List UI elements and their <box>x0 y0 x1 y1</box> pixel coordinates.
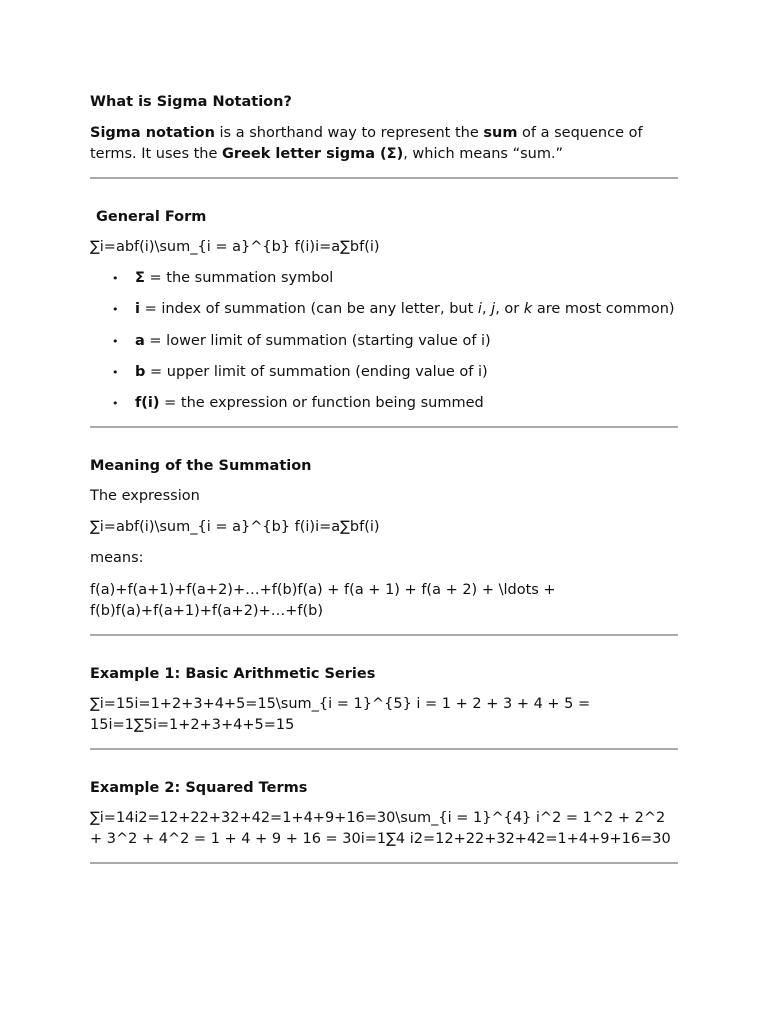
bullet-term: i <box>135 301 140 317</box>
bullet-text: = upper limit of summation (ending value of i) <box>145 364 488 380</box>
meaning-means-text: means: <box>90 550 144 566</box>
example-2-formula: ∑i=14i2=12+22+32+42=1+4+9+16=30\sum_{i = 1}^{4} i^2 = 1^2 + 2^2 + 3^2 + 4^2 = 1 + 4 + 9 + 16 = 30i=1∑4 i2=12+22+32+42=1+4+9+16=30 <box>90 810 671 847</box>
bullet-term: Σ <box>135 270 145 286</box>
bullet-var-j: j <box>491 301 496 317</box>
intro-paragraph <box>90 123 678 165</box>
intro-term-greek-sigma: Greek letter sigma (Σ) <box>222 146 404 162</box>
bullet-dot-icon: • <box>112 397 119 410</box>
divider-3 <box>90 634 678 636</box>
bullet-term: f(i) <box>135 395 160 411</box>
divider-2 <box>90 426 678 428</box>
bullet-text: = index of summation (can be any letter, but <box>139 301 478 317</box>
bullet-term: a <box>135 333 145 349</box>
bullet-dot-icon: • <box>112 335 119 348</box>
intro-text-3: , which means “sum.” <box>403 146 564 162</box>
meaning-expansion: f(a)+f(a+1)+f(a+2)+…+f(b)f(a) + f(a + 1) + f(a + 2) + \ldots + f(b)f(a)+f(a+1)+f(a+2)+…+f(b) <box>90 582 556 619</box>
bullet-dot-icon: • <box>112 272 119 285</box>
bullet-text: are most common) <box>532 301 675 317</box>
bullet-var-i: i <box>477 301 482 317</box>
intro-term-sigma-notation: Sigma notation <box>90 125 215 141</box>
bullet-term: b <box>135 364 146 380</box>
bullet-item-upper-limit <box>90 362 678 383</box>
meaning-formula: ∑i=abf(i)\sum_{i = a}^{b} f(i)i=a∑bf(i) <box>90 519 380 535</box>
bullet-dot-icon: • <box>112 303 119 316</box>
divider-4 <box>90 748 678 750</box>
heading-example-2: Example 2: Squared Terms <box>90 780 308 796</box>
bullet-item-sigma <box>90 268 678 289</box>
example-1-formula: ∑i=15i=1+2+3+4+5=15\sum_{i = 1}^{5} i = 1 + 2 + 3 + 4 + 5 = 15i=1∑5i=1+2+3+4+5=15 <box>90 696 591 733</box>
intro-term-sum: sum <box>483 125 518 141</box>
bullet-var-k: k <box>523 301 533 317</box>
heading-general-form: General Form <box>96 209 207 225</box>
bullet-sep: , <box>481 301 492 317</box>
document-content <box>90 90 678 864</box>
bullet-item-function <box>90 393 678 414</box>
general-form-bullet-list <box>90 268 678 414</box>
bullet-item-lower-limit <box>90 331 678 352</box>
bullet-text: = the summation symbol <box>144 270 334 286</box>
divider-1 <box>90 177 678 179</box>
meaning-intro-text: The expression <box>90 488 200 504</box>
heading-what-is-sigma: What is Sigma Notation? <box>90 94 292 110</box>
general-form-formula: ∑i=abf(i)\sum_{i = a}^{b} f(i)i=a∑bf(i) <box>90 239 380 255</box>
bullet-text: = lower limit of summation (starting value of i) <box>144 333 491 349</box>
bullet-sep: , or <box>495 301 524 317</box>
divider-5 <box>90 862 678 864</box>
bullet-dot-icon: • <box>112 366 119 379</box>
heading-example-1: Example 1: Basic Arithmetic Series <box>90 666 376 682</box>
bullet-item-index <box>90 299 678 320</box>
intro-text-2: of a sequence of terms. It uses the <box>90 125 643 162</box>
bullet-text: = the expression or function being summed <box>159 395 484 411</box>
intro-text-1: is a shorthand way to represent the <box>214 125 484 141</box>
heading-meaning: Meaning of the Summation <box>90 458 312 474</box>
